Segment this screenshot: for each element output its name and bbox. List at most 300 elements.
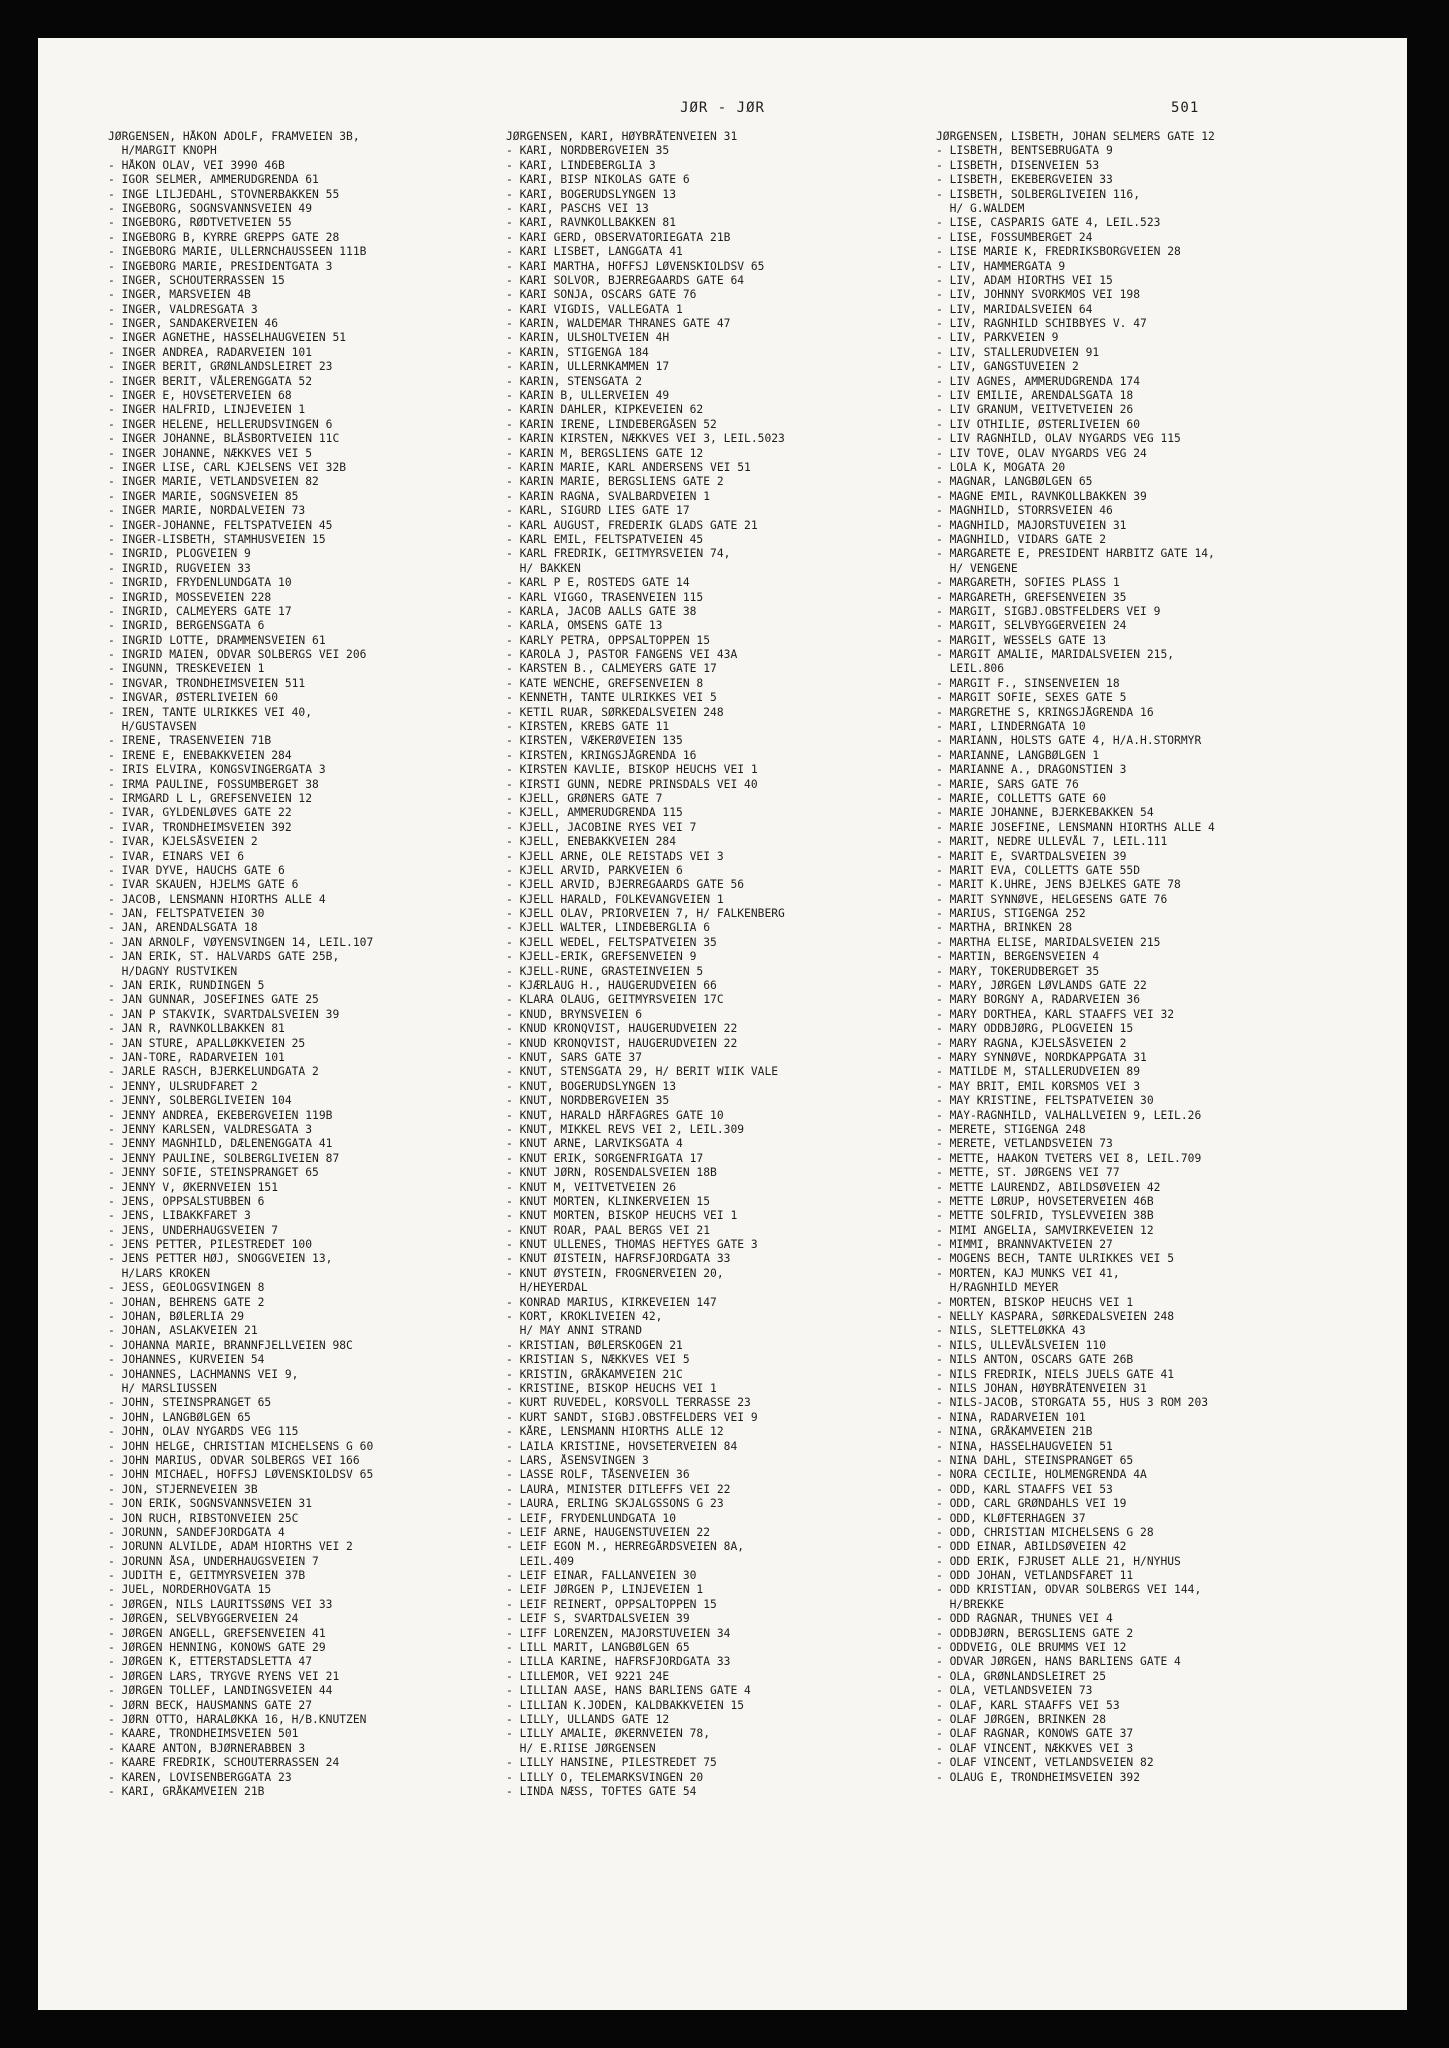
directory-entry: - KNUT M, VEITVETVEIEN 26 bbox=[506, 1180, 677, 1194]
directory-entry: - KARL FREDRIK, GEITMYRSVEIEN 74, bbox=[506, 547, 731, 561]
directory-entry: - JON ERIK, SOGNSVANNSVEIEN 31 bbox=[108, 1497, 313, 1511]
directory-entry: - IGOR SELMER, AMMERUDGRENDA 61 bbox=[108, 173, 319, 187]
directory-entry: - MARGARETH, SOFIES PLASS 1 bbox=[936, 576, 1120, 590]
column-2 bbox=[506, 130, 928, 1799]
directory-entry: - IRMGARD L L, GREFSENVEIEN 12 bbox=[108, 791, 313, 805]
directory-entry: - LIV, GANGSTUVEIEN 2 bbox=[936, 360, 1079, 374]
directory-entry: - MARGIT, SELVBYGGERVEIEN 24 bbox=[936, 619, 1127, 633]
directory-entry: - JAN, FELTSPATVEIEN 30 bbox=[108, 907, 265, 921]
directory-entry: - JAN P STAKVIK, SVARTDALSVEIEN 39 bbox=[108, 1007, 340, 1021]
directory-entry: - KJELL, GRØNERS GATE 7 bbox=[506, 791, 663, 805]
directory-entry: - MARY, JØRGEN LØVLANDS GATE 22 bbox=[936, 979, 1147, 993]
directory-entry: - JØRN OTTO, HARALØKKA 16, H/B.KNUTZEN bbox=[108, 1712, 367, 1726]
directory-entry: - LILLEMOR, VEI 9221 24E bbox=[506, 1669, 670, 1683]
directory-entry: - KARL, SIGURD LIES GATE 17 bbox=[506, 504, 690, 518]
directory-entry: - KRISTINE, BISKOP HEUCHS VEI 1 bbox=[506, 1381, 717, 1395]
directory-entry: - KETIL RUAR, SØRKEDALSVEIEN 248 bbox=[506, 705, 724, 719]
directory-entry: - JOHN, LANGBØLGEN 65 bbox=[108, 1410, 251, 1424]
directory-entry: - JENNY, SOLBERGLIVEIEN 104 bbox=[108, 1094, 292, 1108]
directory-entry: - MARGARETH, GREFSENVEIEN 35 bbox=[936, 590, 1127, 604]
directory-entry: - INGRID, PLOGVEIEN 9 bbox=[108, 547, 251, 561]
directory-entry: - LILLY O, TELEMARKSVINGEN 20 bbox=[506, 1770, 704, 1784]
directory-entry: - MARGRETHE S, KRINGSJÅGRENDA 16 bbox=[936, 705, 1154, 719]
directory-entry: - KIRSTEN, KRINGSJÅGRENDA 16 bbox=[506, 748, 697, 762]
directory-entry: - JAN STURE, APALLØKKVEIEN 25 bbox=[108, 1036, 306, 1050]
directory-entry: - LIV AGNES, AMMERUDGRENDA 174 bbox=[936, 374, 1141, 388]
directory-entry: - JORUNN ALVILDE, ADAM HIORTHS VEI 2 bbox=[108, 1540, 353, 1554]
directory-entry: - INGER MARIE, NORDALVEIEN 73 bbox=[108, 504, 306, 518]
directory-entry: - MATILDE M, STALLERUDVEIEN 89 bbox=[936, 1065, 1141, 1079]
directory-entry: - KARIN DAHLER, KIPKEVEIEN 62 bbox=[506, 403, 704, 417]
directory-entry: - IRENE, TRASENVEIEN 71B bbox=[108, 734, 272, 748]
directory-entry: - MARGIT AMALIE, MARIDALSVEIEN 215, bbox=[936, 648, 1175, 662]
directory-entry: - ODD, KLØFTERHAGEN 37 bbox=[936, 1511, 1086, 1525]
directory-entry: - LISE, CASPARIS GATE 4, LEIL.523 bbox=[936, 216, 1161, 230]
directory-entry: - MARIT, NEDRE ULLEVÅL 7, LEIL.111 bbox=[936, 835, 1168, 849]
directory-entry: - KARIN MARIE, KARL ANDERSENS VEI 51 bbox=[506, 460, 751, 474]
directory-entry: - LAURA, ERLING SKJALGSSONS G 23 bbox=[506, 1497, 724, 1511]
directory-entry: - KJELL WEDEL, FELTSPATVEIEN 35 bbox=[506, 935, 717, 949]
directory-entry: - INGEBORG, RØDTVETVEIEN 55 bbox=[108, 216, 292, 230]
directory-entry: - MERETE, STIGENGA 248 bbox=[936, 1122, 1086, 1136]
directory-entry: - JENNY ANDREA, EKEBERGVEIEN 119B bbox=[108, 1108, 333, 1122]
directory-entry: - JAN, ARENDALSGATA 18 bbox=[108, 921, 258, 935]
directory-entry: - ODD, CARL GRØNDAHLS VEI 19 bbox=[936, 1497, 1127, 1511]
directory-entry: - KIRSTEN, VÆKERØVEIEN 135 bbox=[506, 734, 683, 748]
directory-entry: - JOHANNES, KURVEIEN 54 bbox=[108, 1353, 265, 1367]
directory-entry: - KAARE ANTON, BJØRNERABBEN 3 bbox=[108, 1741, 306, 1755]
directory-entry: - MARIE, COLLETTS GATE 60 bbox=[936, 791, 1107, 805]
directory-entry: - JON, STJERNEVEIEN 3B bbox=[108, 1482, 258, 1496]
directory-entry: - JØRGEN TOLLEF, LANDINGSVEIEN 44 bbox=[108, 1684, 333, 1698]
directory-entry: - JOHN MARIUS, ODVAR SOLBERGS VEI 166 bbox=[108, 1453, 360, 1467]
directory-entry: - METTE, HAAKON TVETERS VEI 8, LEIL.709 bbox=[936, 1151, 1202, 1165]
directory-entry: - ODD JOHAN, VETLANDSFARET 11 bbox=[936, 1569, 1134, 1583]
directory-entry: - KNUD KRONQVIST, HAUGERUDVEIEN 22 bbox=[506, 1022, 738, 1036]
directory-entry: - KJELL-ERIK, GREFSENVEIEN 9 bbox=[506, 950, 697, 964]
directory-entry: - MARGARETE E, PRESIDENT HARBITZ GATE 14, bbox=[936, 547, 1215, 561]
directory-entry: - OLAUG E, TRONDHEIMSVEIEN 392 bbox=[936, 1770, 1141, 1784]
directory-entry: - KNUT ØYSTEIN, FROGNERVEIEN 20, bbox=[506, 1266, 724, 1280]
directory-entry: - MARIT K.UHRE, JENS BJELKES GATE 78 bbox=[936, 878, 1181, 892]
directory-entry: - METTE, ST. JØRGENS VEI 77 bbox=[936, 1166, 1120, 1180]
directory-entry: - KARL EMIL, FELTSPATVEIEN 45 bbox=[506, 532, 704, 546]
directory-entry: - LIV OTHILIE, ØSTERLIVEIEN 60 bbox=[936, 417, 1141, 431]
directory-entry: - LISBETH, SOLBERGLIVEIEN 116, bbox=[936, 187, 1141, 201]
directory-entry: - KURT RUVEDEL, KORSVOLL TERRASSE 23 bbox=[506, 1396, 751, 1410]
directory-entry: H/LARS KROKEN bbox=[108, 1266, 211, 1280]
directory-entry: - KARI, LINDEBERGLIA 3 bbox=[506, 158, 656, 172]
directory-page bbox=[38, 38, 1407, 2010]
directory-entry: - JOHAN, BØLERLIA 29 bbox=[108, 1310, 245, 1324]
directory-entry: - NINA, RADARVEIEN 101 bbox=[936, 1410, 1086, 1424]
directory-entry: - LEIF EINAR, FALLANVEIEN 30 bbox=[506, 1569, 697, 1583]
directory-entry: - KARLA, JACOB AALLS GATE 38 bbox=[506, 604, 697, 618]
directory-entry: - INGEBORG, SOGNSVANNSVEIEN 49 bbox=[108, 201, 313, 215]
directory-entry: - NILS JOHAN, HØYBRÅTENVEIEN 31 bbox=[936, 1381, 1147, 1395]
directory-entry: - OLA, GRØNLANDSLEIRET 25 bbox=[936, 1669, 1107, 1683]
directory-entry: - KARIN, ULLERNKAMMEN 17 bbox=[506, 360, 670, 374]
directory-entry: - JOHANNA MARIE, BRANNFJELLVEIEN 98C bbox=[108, 1338, 353, 1352]
directory-entry: - KARIN RAGNA, SVALBARDVEIEN 1 bbox=[506, 489, 711, 503]
directory-entry: - OLAF RAGNAR, KONOWS GATE 37 bbox=[936, 1727, 1134, 1741]
directory-entry: - INGER-JOHANNE, FELTSPATVEIEN 45 bbox=[108, 518, 333, 532]
directory-entry: - NINA, GRÅKAMVEIEN 21B bbox=[936, 1425, 1093, 1439]
directory-entry: - MAGNE EMIL, RAVNKOLLBAKKEN 39 bbox=[936, 489, 1147, 503]
directory-entry: - MARIT SYNNØVE, HELGESENS GATE 76 bbox=[936, 892, 1168, 906]
directory-entry: - JOHN, STEINSPRANGET 65 bbox=[108, 1396, 272, 1410]
directory-entry: - ODD, CHRISTIAN MICHELSENS G 28 bbox=[936, 1525, 1154, 1539]
directory-entry: - LIFF LORENZEN, MAJORSTUVEIEN 34 bbox=[506, 1626, 731, 1640]
directory-entry: - ODDVEIG, OLE BRUMMS VEI 12 bbox=[936, 1641, 1127, 1655]
directory-entry: - LIV, PARKVEIEN 9 bbox=[936, 331, 1059, 345]
directory-entry: - KARSTEN B., CALMEYERS GATE 17 bbox=[506, 662, 717, 676]
directory-entry: - KNUT ULLENES, THOMAS HEFTYES GATE 3 bbox=[506, 1238, 758, 1252]
directory-entry: - NILS-JACOB, STORGATA 55, HUS 3 ROM 203 bbox=[936, 1396, 1209, 1410]
directory-entry: - INGER HELENE, HELLERUDSVINGEN 6 bbox=[108, 417, 333, 431]
directory-entry: - KARIN IRENE, LINDEBERGÅSEN 52 bbox=[506, 417, 717, 431]
directory-entry: - LIV, RAGNHILD SCHIBBYES V. 47 bbox=[936, 317, 1147, 331]
directory-entry: - NILS, ULLEVÅLSVEIEN 110 bbox=[936, 1338, 1107, 1352]
directory-entry: - LIV, HAMMERGATA 9 bbox=[936, 259, 1066, 273]
directory-entry: - KNUT, HARALD HÅRFAGRES GATE 10 bbox=[506, 1108, 724, 1122]
directory-entry: - KARIN, STIGENGA 184 bbox=[506, 345, 649, 359]
directory-entry: - KARIN, WALDEMAR THRANES GATE 47 bbox=[506, 317, 731, 331]
directory-entry: - KARL P E, ROSTEDS GATE 14 bbox=[506, 576, 690, 590]
page-number: 501 bbox=[1171, 100, 1200, 116]
directory-entry: H/HEYERDAL bbox=[506, 1281, 588, 1295]
directory-entry: - KNUD KRONQVIST, HAUGERUDVEIEN 22 bbox=[506, 1036, 738, 1050]
directory-entry: - JAN R, RAVNKOLLBAKKEN 81 bbox=[108, 1022, 285, 1036]
directory-entry: - INGER, SANDAKERVEIEN 46 bbox=[108, 317, 279, 331]
directory-entry: - INGRID LOTTE, DRAMMENSVEIEN 61 bbox=[108, 633, 326, 647]
directory-entry: - JENS, UNDERHAUGSVEIEN 7 bbox=[108, 1223, 279, 1237]
directory-entry: - KJELL-RUNE, GRASTEINVEIEN 5 bbox=[506, 964, 704, 978]
directory-entry: - NORA CECILIE, HOLMENGRENDA 4A bbox=[936, 1468, 1147, 1482]
directory-entry: JØRGENSEN, LISBETH, JOHAN SELMERS GATE 12 bbox=[936, 130, 1215, 143]
column-1 bbox=[108, 130, 503, 1799]
directory-entry: H/BREKKE bbox=[936, 1597, 1005, 1611]
directory-entry: - JØRGEN K, ETTERSTADSLETTA 47 bbox=[108, 1655, 313, 1669]
directory-entry: - INGRID, BERGENSGATA 6 bbox=[108, 619, 265, 633]
directory-entry: - METTE LØRUP, HOVSETERVEIEN 46B bbox=[936, 1194, 1154, 1208]
directory-entry: - KARLA, OMSENS GATE 13 bbox=[506, 619, 663, 633]
directory-entry: - LILL MARIT, LANGBØLGEN 65 bbox=[506, 1641, 690, 1655]
directory-entry: - JUEL, NORDERHOVGATA 15 bbox=[108, 1583, 272, 1597]
directory-entry: H/DAGNY RUSTVIKEN bbox=[108, 964, 238, 978]
directory-entry: - KNUT MORTEN, KLINKERVEIEN 15 bbox=[506, 1194, 711, 1208]
directory-entry: - KRISTIAN S, NÆKKVES VEI 5 bbox=[506, 1353, 690, 1367]
directory-entry: - NELLY KASPARA, SØRKEDALSVEIEN 248 bbox=[936, 1310, 1175, 1324]
directory-entry: - JAN ERIK, RUNDINGEN 5 bbox=[108, 979, 265, 993]
directory-entry: - KARL VIGGO, TRASENVEIEN 115 bbox=[506, 590, 704, 604]
directory-entry: - IVAR, GYLDENLØVES GATE 22 bbox=[108, 806, 292, 820]
directory-entry: - JENNY PAULINE, SOLBERGLIVEIEN 87 bbox=[108, 1151, 340, 1165]
directory-entry: - KNUT ØISTEIN, HAFRSFJORDGATA 33 bbox=[506, 1252, 731, 1266]
directory-entry: - LEIF S, SVARTDALSVEIEN 39 bbox=[506, 1612, 690, 1626]
directory-entry: - JUDITH E, GEITMYRSVEIEN 37B bbox=[108, 1569, 306, 1583]
directory-entry: - INGUNN, TRESKEVEIEN 1 bbox=[108, 662, 265, 676]
directory-entry: - JAN ARNOLF, VØYENSVINGEN 14, LEIL.107 bbox=[108, 935, 374, 949]
directory-entry: - KRISTIN, GRÅKAMVEIEN 21C bbox=[506, 1367, 683, 1381]
directory-entry: - KJELL OLAV, PRIORVEIEN 7, H/ FALKENBERG bbox=[506, 907, 785, 921]
directory-entry: - MIMMI, BRANNVAKTVEIEN 27 bbox=[936, 1238, 1113, 1252]
directory-entry: - IVAR DYVE, HAUCHS GATE 6 bbox=[108, 863, 285, 877]
directory-entry: - MARIANNE, LANGBØLGEN 1 bbox=[936, 748, 1100, 762]
directory-entry: - KARI, GRÅKAMVEIEN 21B bbox=[108, 1784, 265, 1798]
directory-entry: - KJELL WALTER, LINDEBERGLIA 6 bbox=[506, 921, 711, 935]
directory-entry: - JACOB, LENSMANN HIORTHS ALLE 4 bbox=[108, 892, 326, 906]
directory-entry: - KLARA OLAUG, GEITMYRSVEIEN 17C bbox=[506, 993, 724, 1007]
directory-entry: - MARIT E, SVARTDALSVEIEN 39 bbox=[936, 849, 1127, 863]
directory-entry: - JOHN MICHAEL, HOFFSJ LØVENSKIOLDSV 65 bbox=[108, 1468, 374, 1482]
directory-entry: JØRGENSEN, KARI, HØYBRÅTENVEIEN 31 bbox=[506, 130, 738, 143]
directory-entry: - KNUT ROAR, PAAL BERGS VEI 21 bbox=[506, 1223, 711, 1237]
directory-entry: H/ G.WALDEM bbox=[936, 201, 1025, 215]
directory-entry: - JARLE RASCH, BJERKELUNDGATA 2 bbox=[108, 1065, 319, 1079]
directory-entry: H/GUSTAVSEN bbox=[108, 720, 197, 734]
directory-entry: - IREN, TANTE ULRIKKES VEI 40, bbox=[108, 705, 313, 719]
directory-entry: - KARI, BISP NIKOLAS GATE 6 bbox=[506, 173, 690, 187]
directory-entry: - IRIS ELVIRA, KONGSVINGERGATA 3 bbox=[108, 763, 326, 777]
directory-entry: - JENNY SOFIE, STEINSPRANGET 65 bbox=[108, 1166, 319, 1180]
directory-entry: - KATE WENCHE, GREFSENVEIEN 8 bbox=[506, 676, 704, 690]
directory-entry: - INGER AGNETHE, HASSELHAUGVEIEN 51 bbox=[108, 331, 347, 345]
directory-entry: - MOGENS BECH, TANTE ULRIKKES VEI 5 bbox=[936, 1252, 1175, 1266]
directory-entry: - OLAF, KARL STAAFFS VEI 53 bbox=[936, 1698, 1120, 1712]
directory-entry: - JENS PETTER HØJ, SNOGGVEIEN 13, bbox=[108, 1252, 333, 1266]
directory-entry: - OLA, VETLANDSVEIEN 73 bbox=[936, 1684, 1093, 1698]
directory-entry: - JENS PETTER, PILESTREDET 100 bbox=[108, 1238, 313, 1252]
directory-entry: - INGER, MARSVEIEN 4B bbox=[108, 288, 251, 302]
directory-entry: - KARI SONJA, OSCARS GATE 76 bbox=[506, 288, 697, 302]
directory-entry: - KNUT JØRN, ROSENDALSVEIEN 18B bbox=[506, 1166, 717, 1180]
directory-entry: - LIV RAGNHILD, OLAV NYGARDS VEG 115 bbox=[936, 432, 1181, 446]
directory-entry: - INGER JOHANNE, BLÅSBORTVEIEN 11C bbox=[108, 432, 340, 446]
directory-entry: - MARY RAGNA, KJELSÅSVEIEN 2 bbox=[936, 1036, 1127, 1050]
directory-entry: - LILLIAN AASE, HANS BARLIENS GATE 4 bbox=[506, 1684, 751, 1698]
directory-entry: - INGVAR, ØSTERLIVEIEN 60 bbox=[108, 691, 279, 705]
directory-entry: - KURT SANDT, SIGBJ.OBSTFELDERS VEI 9 bbox=[506, 1410, 758, 1424]
directory-entry: - INGEBORG MARIE, ULLERNCHAUSSEEN 111B bbox=[108, 245, 367, 259]
directory-entry: - KIRSTI GUNN, NEDRE PRINSDALS VEI 40 bbox=[506, 777, 758, 791]
directory-entry: - JAN-TORE, RADARVEIEN 101 bbox=[108, 1051, 285, 1064]
directory-entry: - MIMI ANGELIA, SAMVIRKEVEIEN 12 bbox=[936, 1223, 1154, 1237]
directory-entry: - MERETE, VETLANDSVEIEN 73 bbox=[936, 1137, 1113, 1151]
directory-entry: - MARTHA ELISE, MARIDALSVEIEN 215 bbox=[936, 935, 1161, 949]
directory-entry: - KARI, PASCHS VEI 13 bbox=[506, 201, 649, 215]
directory-entry: - MARY SYNNØVE, NORDKAPPGATA 31 bbox=[936, 1051, 1147, 1064]
directory-entry: - NILS, SLETTELØKKA 43 bbox=[936, 1324, 1086, 1338]
directory-entry: - LISE MARIE K, FREDRIKSBORGVEIEN 28 bbox=[936, 245, 1181, 259]
directory-entry: - NILS FREDRIK, NIELS JUELS GATE 41 bbox=[936, 1367, 1175, 1381]
directory-entry: - INGRID MAIEN, ODVAR SOLBERGS VEI 206 bbox=[108, 648, 367, 662]
directory-entry: - KNUT ERIK, SORGENFRIGATA 17 bbox=[506, 1151, 704, 1165]
directory-entry: - KNUT, MIKKEL REVS VEI 2, LEIL.309 bbox=[506, 1122, 745, 1136]
directory-entry: - LISE, FOSSUMBERGET 24 bbox=[936, 230, 1093, 244]
directory-entry: - KENNETH, TANTE ULRIKKES VEI 5 bbox=[506, 691, 717, 705]
directory-entry: - ODD ERIK, FJRUSET ALLE 21, H/NYHUS bbox=[936, 1554, 1181, 1568]
directory-entry: - JØRGEN HENNING, KONOWS GATE 29 bbox=[108, 1641, 326, 1655]
directory-entry: - KJELL HARALD, FOLKEVANGVEIEN 1 bbox=[506, 892, 724, 906]
directory-entry: - JØRGEN ANGELL, GREFSENVEIEN 41 bbox=[108, 1626, 326, 1640]
directory-entry: - ODD EINAR, ABILDSØVEIEN 42 bbox=[936, 1540, 1127, 1554]
directory-entry: - KÅRE, LENSMANN HIORTHS ALLE 12 bbox=[506, 1425, 724, 1439]
directory-entry: - MARY, TOKERUDBERGET 35 bbox=[936, 964, 1100, 978]
directory-entry: - LISBETH, EKEBERGVEIEN 33 bbox=[936, 173, 1113, 187]
directory-entry: H/ BAKKEN bbox=[506, 561, 581, 575]
directory-entry: - LILLY HANSINE, PILESTREDET 75 bbox=[506, 1756, 717, 1770]
directory-entry: - MAY KRISTINE, FELTSPATVEIEN 30 bbox=[936, 1094, 1154, 1108]
directory-entry: H/ MARSLIUSSEN bbox=[108, 1381, 217, 1395]
directory-entry: - KAARE, TRONDHEIMSVEIEN 501 bbox=[108, 1727, 299, 1741]
directory-entry: - JOHN HELGE, CHRISTIAN MICHELSENS G 60 bbox=[108, 1439, 374, 1453]
directory-entry: - INGVAR, TRONDHEIMSVEIEN 511 bbox=[108, 676, 306, 690]
directory-entry: - ODD, KARL STAAFFS VEI 53 bbox=[936, 1482, 1113, 1496]
directory-entry: - MARIANNE A., DRAGONSTIEN 3 bbox=[936, 763, 1127, 777]
directory-entry: - JOHN, OLAV NYGARDS VEG 115 bbox=[108, 1425, 299, 1439]
directory-entry: - LILLA KARINE, HAFRSFJORDGATA 33 bbox=[506, 1655, 731, 1669]
directory-entry: - MAY-RAGNHILD, VALHALLVEIEN 9, LEIL.26 bbox=[936, 1108, 1202, 1122]
directory-entry: LEIL.409 bbox=[506, 1554, 575, 1568]
directory-entry: - MARIANN, HOLSTS GATE 4, H/A.H.STORMYR bbox=[936, 734, 1202, 748]
directory-entry: - KNUT MORTEN, BISKOP HEUCHS VEI 1 bbox=[506, 1209, 738, 1223]
directory-entry: - KORT, KROKLIVEIEN 42, bbox=[506, 1310, 663, 1324]
directory-entry: - KNUT, NORDBERGVEIEN 35 bbox=[506, 1094, 670, 1108]
directory-entry: H/ MAY ANNI STRAND bbox=[506, 1324, 643, 1338]
directory-entry: - JORUNN, SANDEFJORDGATA 4 bbox=[108, 1525, 285, 1539]
directory-entry: - INGER ANDREA, RADARVEIEN 101 bbox=[108, 345, 313, 359]
directory-entry: - JØRGEN, SELVBYGGERVEIEN 24 bbox=[108, 1612, 299, 1626]
directory-entry: - LOLA K, MOGATA 20 bbox=[936, 460, 1066, 474]
directory-entry: - KJELL ARVID, BJERREGAARDS GATE 56 bbox=[506, 878, 745, 892]
directory-entry: - LIV, JOHNNY SVORKMOS VEI 198 bbox=[936, 288, 1141, 302]
directory-entry: - LIV TOVE, OLAV NYGARDS VEG 24 bbox=[936, 446, 1147, 460]
directory-entry: - KARI VIGDIS, VALLEGATA 1 bbox=[506, 302, 683, 316]
directory-entry: - KJÆRLAUG H., HAUGERUDVEIEN 66 bbox=[506, 979, 717, 993]
directory-entry: - LAILA KRISTINE, HOVSETERVEIEN 84 bbox=[506, 1439, 738, 1453]
directory-entry: - KARIN, ULSHOLTVEIEN 4H bbox=[506, 331, 670, 345]
directory-entry: - INGER, VALDRESGATA 3 bbox=[108, 302, 258, 316]
directory-entry: H/ E.RIISE JØRGENSEN bbox=[506, 1741, 656, 1755]
directory-entry: - KRISTIAN, BØLERSKOGEN 21 bbox=[506, 1338, 683, 1352]
directory-entry: - JENNY KARLSEN, VALDRESGATA 3 bbox=[108, 1122, 313, 1136]
directory-entry: - MARGIT F., SINSENVEIEN 18 bbox=[936, 676, 1120, 690]
directory-entry: H/ VENGENE bbox=[936, 561, 1018, 575]
directory-entry: - KARI SOLVOR, BJERREGAARDS GATE 64 bbox=[506, 273, 745, 287]
directory-entry: - JOHAN, ASLAKVEIEN 21 bbox=[108, 1324, 258, 1338]
directory-entry: - LEIF ARNE, HAUGENSTUVEIEN 22 bbox=[506, 1525, 711, 1539]
directory-entry: - INGER HALFRID, LINJEVEIEN 1 bbox=[108, 403, 306, 417]
directory-entry: - INGER BERIT, GRØNLANDSLEIRET 23 bbox=[108, 360, 333, 374]
running-head: JØR - JØR bbox=[680, 100, 765, 116]
directory-entry: - OLAF JØRGEN, BRINKEN 28 bbox=[936, 1712, 1107, 1726]
directory-entry: - METTE SOLFRID, TYSLEVVEIEN 38B bbox=[936, 1209, 1154, 1223]
directory-entry: - MARTIN, BERGENSVEIEN 4 bbox=[936, 950, 1100, 964]
directory-entry: - KNUT, STENSGATA 29, H/ BERIT WIIK VALE bbox=[506, 1065, 779, 1079]
directory-entry: - LIV, STALLERUDVEIEN 91 bbox=[936, 345, 1100, 359]
directory-entry: - KJELL, AMMERUDGRENDA 115 bbox=[506, 806, 683, 820]
directory-entry: - MARGIT, SIGBJ.OBSTFELDERS VEI 9 bbox=[936, 604, 1161, 618]
directory-entry: - MARIT EVA, COLLETTS GATE 55D bbox=[936, 863, 1141, 877]
directory-entry: JØRGENSEN, HÅKON ADOLF, FRAMVEIEN 3B, bbox=[108, 130, 360, 143]
column-3 bbox=[936, 130, 1366, 1785]
directory-entry: - JAN ERIK, ST. HALVARDS GATE 25B, bbox=[108, 950, 340, 964]
directory-entry: - IRMA PAULINE, FOSSUMBERGET 38 bbox=[108, 777, 319, 791]
directory-entry: - KARI, RAVNKOLLBAKKEN 81 bbox=[506, 216, 677, 230]
directory-entry: - MARI, LINDERNGATA 10 bbox=[936, 720, 1086, 734]
directory-entry: - LIV GRANUM, VEITVETVEIEN 26 bbox=[936, 403, 1134, 417]
directory-entry: - MORTEN, BISKOP HEUCHS VEI 1 bbox=[936, 1295, 1134, 1309]
directory-entry: - MORTEN, KAJ MUNKS VEI 41, bbox=[936, 1266, 1120, 1280]
directory-entry: - LILLIAN K.JODEN, KALDBAKKVEIEN 15 bbox=[506, 1698, 745, 1712]
directory-entry: - IVAR, KJELSÅSVEIEN 2 bbox=[108, 835, 258, 849]
directory-entry: - KNUD, BRYNSVEIEN 6 bbox=[506, 1007, 643, 1021]
directory-entry: - INGRID, RUGVEIEN 33 bbox=[108, 561, 251, 575]
directory-entry: - INGEBORG B, KYRRE GREPPS GATE 28 bbox=[108, 230, 340, 244]
directory-entry: - LEIF JØRGEN P, LINJEVEIEN 1 bbox=[506, 1583, 704, 1597]
directory-entry: - INGER, SCHOUTERRASSEN 15 bbox=[108, 273, 285, 287]
directory-entry: - LILLY AMALIE, ØKERNVEIEN 78, bbox=[506, 1727, 711, 1741]
directory-entry: - JENNY MAGNHILD, DÆLENENGGATA 41 bbox=[108, 1137, 333, 1151]
directory-entry: - INGER MARIE, SOGNSVEIEN 85 bbox=[108, 489, 299, 503]
directory-entry: - MARIE, SARS GATE 76 bbox=[936, 777, 1079, 791]
directory-entry: - KARIN KIRSTEN, NÆKKVES VEI 3, LEIL.5023 bbox=[506, 432, 785, 446]
directory-entry: - MARY ODDBJØRG, PLOGVEIEN 15 bbox=[936, 1022, 1134, 1036]
directory-entry: - HÅKON OLAV, VEI 3990 46B bbox=[108, 158, 285, 172]
directory-entry: - LEIF REINERT, OPPSALTOPPEN 15 bbox=[506, 1597, 717, 1611]
directory-entry: - KNUT, SARS GATE 37 bbox=[506, 1051, 643, 1064]
directory-entry: - ODDBJØRN, BERGSLIENS GATE 2 bbox=[936, 1626, 1134, 1640]
directory-entry: - MAY BRIT, EMIL KORSMOS VEI 3 bbox=[936, 1079, 1141, 1093]
directory-entry: LEIL.806 bbox=[936, 662, 1005, 676]
directory-entry: - LARS, ÅSENSVINGEN 3 bbox=[506, 1453, 649, 1467]
directory-entry: - METTE LAURENDZ, ABILDSØVEIEN 42 bbox=[936, 1180, 1161, 1194]
directory-entry: - NINA, HASSELHAUGVEIEN 51 bbox=[936, 1439, 1113, 1453]
directory-entry: - INGER BERIT, VÅLERENGGATA 52 bbox=[108, 374, 313, 388]
directory-entry: - JENS, OPPSALSTUBBEN 6 bbox=[108, 1194, 265, 1208]
directory-entry: - ODD RAGNAR, THUNES VEI 4 bbox=[936, 1612, 1113, 1626]
directory-entry: - LISBETH, BENTSEBRUGATA 9 bbox=[936, 144, 1113, 158]
directory-entry: - INGER E, HOVSETERVEIEN 68 bbox=[108, 389, 292, 403]
directory-entry: - INGRID, MOSSEVEIEN 228 bbox=[108, 590, 272, 604]
directory-entry: - INGEBORG MARIE, PRESIDENTGATA 3 bbox=[108, 259, 333, 273]
directory-entry: - MARIUS, STIGENGA 252 bbox=[936, 907, 1086, 921]
directory-entry: - KJELL ARVID, PARKVEIEN 6 bbox=[506, 863, 683, 877]
directory-entry: - JENS, LIBAKKFARET 3 bbox=[108, 1209, 251, 1223]
directory-entry: - MARIE JOHANNE, BJERKEBAKKEN 54 bbox=[936, 806, 1154, 820]
directory-entry: - KNUT ARNE, LARVIKSGATA 4 bbox=[506, 1137, 683, 1151]
directory-entry: - INGER-LISBETH, STAMHUSVEIEN 15 bbox=[108, 532, 326, 546]
directory-entry: - IVAR SKAUEN, HJELMS GATE 6 bbox=[108, 878, 299, 892]
directory-entry: - LIV, MARIDALSVEIEN 64 bbox=[936, 302, 1093, 316]
directory-entry: - JØRN BECK, HAUSMANNS GATE 27 bbox=[108, 1698, 313, 1712]
directory-entry: - KARI, NORDBERGVEIEN 35 bbox=[506, 144, 670, 158]
directory-entry: - KARLY PETRA, OPPSALTOPPEN 15 bbox=[506, 633, 711, 647]
directory-entry: H/RAGNHILD MEYER bbox=[936, 1281, 1059, 1295]
directory-entry: - IRENE E, ENEBAKKVEIEN 284 bbox=[108, 748, 292, 762]
directory-entry: - JAN GUNNAR, JOSEFINES GATE 25 bbox=[108, 993, 319, 1007]
directory-entry: - LEIF EGON M., HERREGÅRDSVEIEN 8A, bbox=[506, 1540, 745, 1554]
directory-entry: - KARI LISBET, LANGGATA 41 bbox=[506, 245, 683, 259]
directory-entry: - JENNY, ULSRUDFARET 2 bbox=[108, 1079, 258, 1093]
directory-entry: - KAREN, LOVISENBERGGATA 23 bbox=[108, 1770, 292, 1784]
directory-entry: - KAARE FREDRIK, SCHOUTERRASSEN 24 bbox=[108, 1756, 340, 1770]
directory-entry: - KIRSTEN, KREBS GATE 11 bbox=[506, 720, 670, 734]
directory-entry: - JESS, GEOLOGSVINGEN 8 bbox=[108, 1281, 265, 1295]
directory-entry: - KONRAD MARIUS, KIRKEVEIEN 147 bbox=[506, 1295, 717, 1309]
directory-entry: - INGER JOHANNE, NÆKKVES VEI 5 bbox=[108, 446, 313, 460]
